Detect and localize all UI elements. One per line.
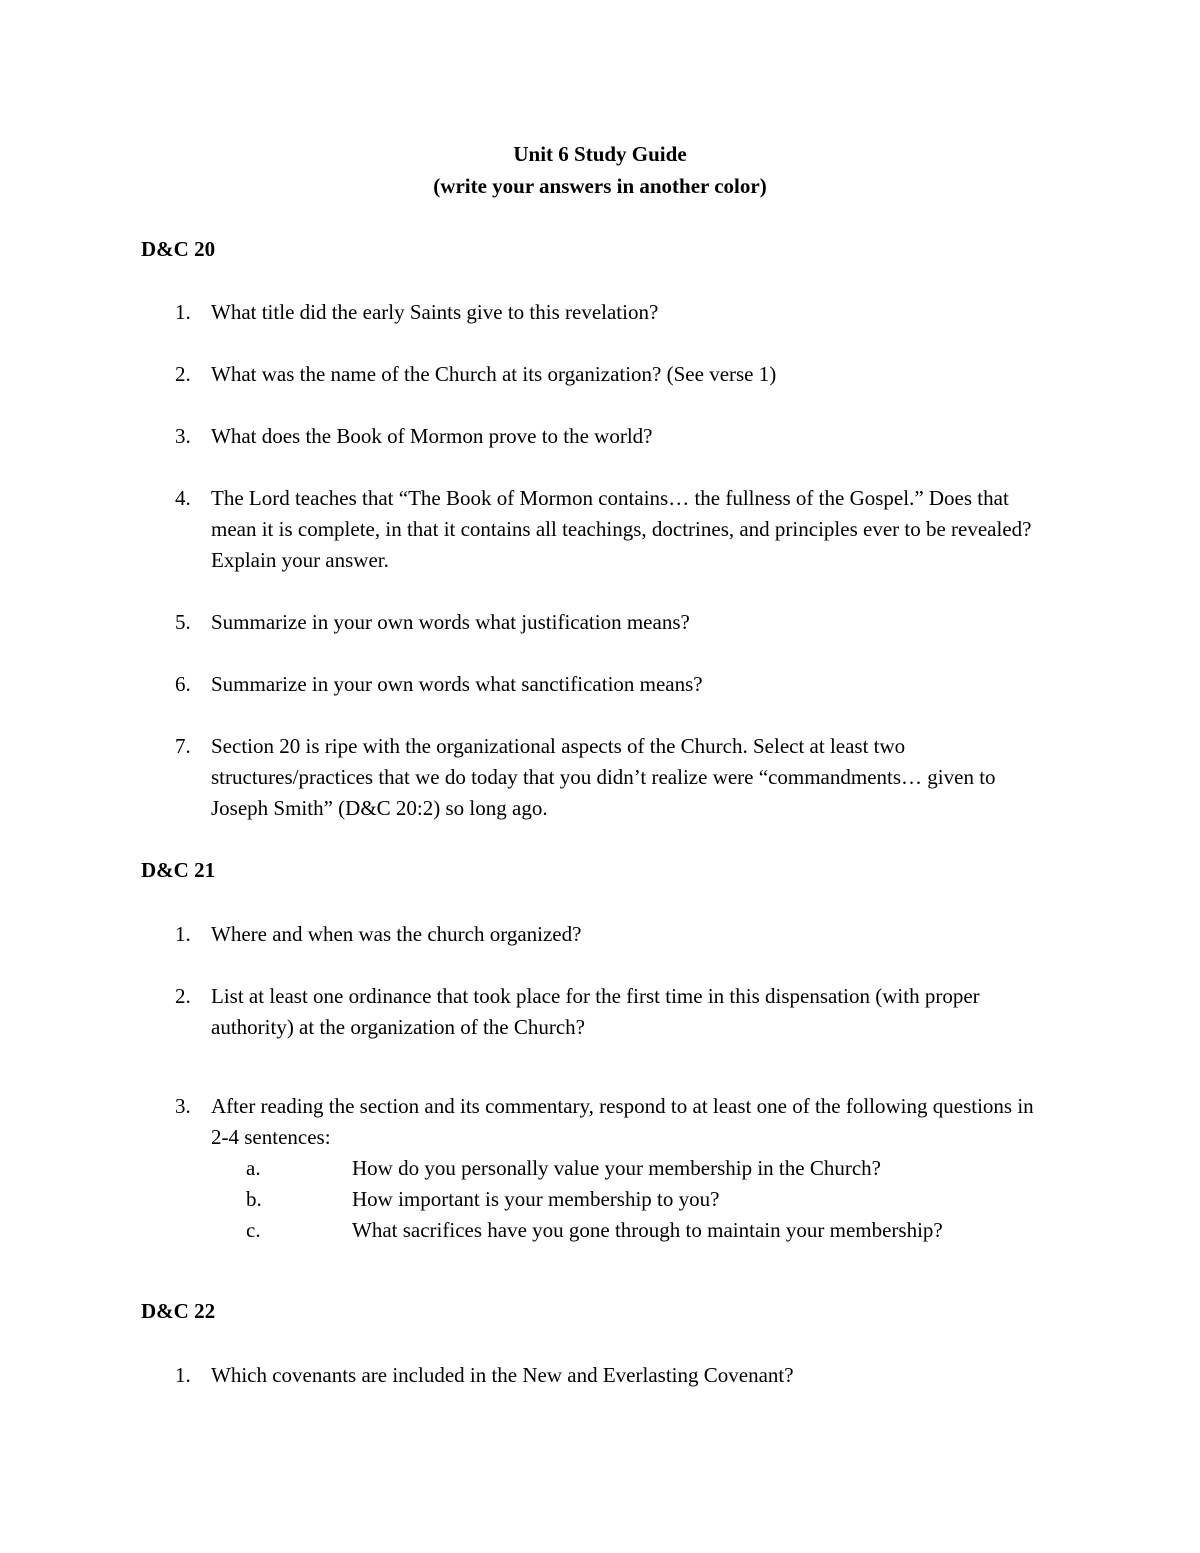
sub-item bbox=[246, 1215, 1066, 1246]
question-item bbox=[175, 669, 1055, 700]
question-text: What title did the early Saints give to this revelation? bbox=[211, 300, 659, 324]
question-text: What does the Book of Mormon prove to the world? bbox=[211, 424, 653, 448]
question-item bbox=[175, 297, 1055, 328]
sub-item-letter: b. bbox=[246, 1187, 262, 1211]
question-number: 3. bbox=[175, 1094, 191, 1118]
sub-item bbox=[246, 1153, 1066, 1184]
question-number: 7. bbox=[175, 734, 191, 758]
question-item bbox=[175, 919, 1055, 950]
question-number: 6. bbox=[175, 672, 191, 696]
question-number: 4. bbox=[175, 486, 191, 510]
question-text: Where and when was the church organized? bbox=[211, 922, 582, 946]
sub-item-letter: c. bbox=[246, 1218, 261, 1242]
question-item bbox=[175, 1091, 1055, 1153]
sub-item-text: What sacrifices have you gone through to maintain your membership? bbox=[352, 1218, 943, 1242]
question-item bbox=[175, 731, 1055, 824]
question-item bbox=[175, 359, 1055, 390]
sub-item-letter: a. bbox=[246, 1156, 261, 1180]
question-text: Which covenants are included in the New and Everlasting Covenant? bbox=[211, 1363, 794, 1387]
page-title: Unit 6 Study Guide bbox=[513, 142, 687, 166]
section-heading-dc22: D&C 22 bbox=[141, 1299, 216, 1323]
page-subtitle: (write your answers in another color) bbox=[433, 174, 767, 198]
question-text: List at least one ordinance that took place for the first time in this dispensation (with proper authority) at the organization of the Church? bbox=[211, 984, 980, 1039]
question-number: 1. bbox=[175, 922, 191, 946]
question-number: 5. bbox=[175, 610, 191, 634]
question-number: 1. bbox=[175, 1363, 191, 1387]
question-text: The Lord teaches that “The Book of Mormon contains… the fullness of the Gospel.” Does that mean it is complete, in that it contains all teachings, doctrines, and principles ever to be revealed? Explain your answer. bbox=[211, 486, 1032, 572]
section-heading-dc21: D&C 21 bbox=[141, 858, 216, 882]
sub-item-text: How do you personally value your membership in the Church? bbox=[352, 1156, 881, 1180]
question-item bbox=[175, 981, 1055, 1043]
question-text: Summarize in your own words what justification means? bbox=[211, 610, 690, 634]
sub-item-text: How important is your membership to you? bbox=[352, 1187, 720, 1211]
question-text: Section 20 is ripe with the organizational aspects of the Church. Select at least two structures/practices that we do today that you didn’t realize were “commandments… given to Joseph Smith” (D&C 20:2) so long ago. bbox=[211, 734, 996, 820]
question-item bbox=[175, 1360, 1055, 1391]
question-text: Summarize in your own words what sanctification means? bbox=[211, 672, 703, 696]
question-number: 2. bbox=[175, 984, 191, 1008]
question-number: 2. bbox=[175, 362, 191, 386]
question-text: What was the name of the Church at its organization? (See verse 1) bbox=[211, 362, 777, 386]
question-number: 3. bbox=[175, 424, 191, 448]
section-heading-dc20: D&C 20 bbox=[141, 237, 216, 261]
question-item bbox=[175, 421, 1055, 452]
question-item bbox=[175, 483, 1055, 576]
question-number: 1. bbox=[175, 300, 191, 324]
sub-item bbox=[246, 1184, 1066, 1215]
question-text: After reading the section and its commentary, respond to at least one of the following questions in 2-4 sentences: bbox=[211, 1094, 1034, 1149]
question-item bbox=[175, 607, 1055, 638]
